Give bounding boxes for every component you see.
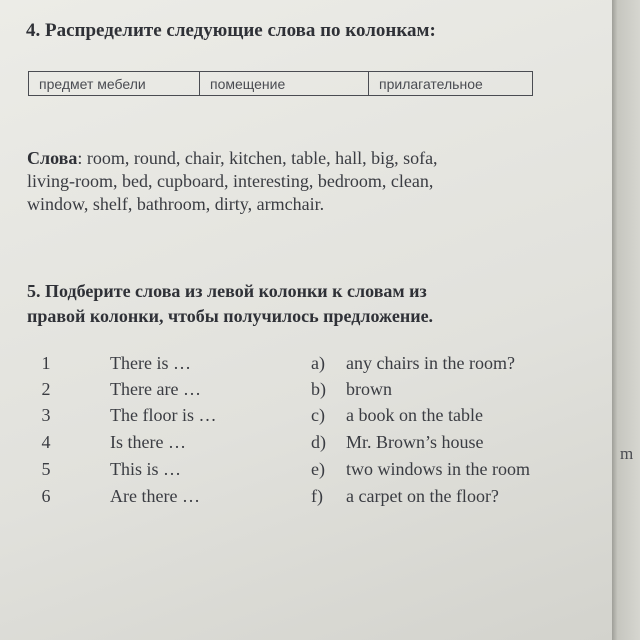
next-page-letter: m [620,444,634,463]
task5-title [27,279,433,329]
left-phrase: There are … [110,379,201,399]
task4-title: 4. Распределите следующие слова по колонкам: [26,20,436,41]
row-number: 6 [41,486,51,506]
row-number: 3 [41,405,51,425]
row-number: 1 [41,353,51,373]
words-label: Слова [27,148,78,168]
right-phrase: two windows in the room [346,459,530,479]
left-phrase: The floor is … [110,405,217,425]
option-letter: c) [311,405,325,425]
row-number: 4 [41,432,51,452]
option-letter: e) [311,459,325,479]
right-phrase: Mr. Brown’s house [346,432,484,452]
option-letter: b) [311,379,326,399]
left-phrase: Is there … [110,432,186,452]
right-phrase: brown [346,379,392,399]
option-letter: a) [311,353,325,373]
option-letter: d) [311,432,326,452]
row-number: 2 [41,379,51,399]
column-furniture: предмет мебели [29,72,200,96]
left-phrase: This is … [110,459,182,479]
row-number: 5 [41,459,51,479]
words-line-2: living-room, bed, cupboard, interesting, bedroom, clean, [27,171,434,191]
left-phrase: There is … [110,353,191,373]
right-phrase: a book on the table [346,405,483,425]
left-phrase: Are there … [110,486,200,506]
column-room: помещение [200,72,369,96]
next-page-edge [612,0,640,640]
right-phrase: any chairs in the room? [346,353,515,373]
column-adjective: прилагательное [369,72,533,96]
task5-title-line-2: правой колонки, чтобы получилось предложение. [27,306,434,326]
words-line-3: window, shelf, bathroom, dirty, armchair. [27,194,325,214]
word-list [27,147,567,216]
right-phrase: a carpet on the floor? [346,486,499,506]
option-letter: f) [311,486,323,506]
task5-title-line-1: 5. Подберите слова из левой колонки к словам из [27,281,427,301]
category-table [28,71,533,96]
words-line-1: : room, round, chair, kitchen, table, hall, big, sofa, [77,148,438,168]
